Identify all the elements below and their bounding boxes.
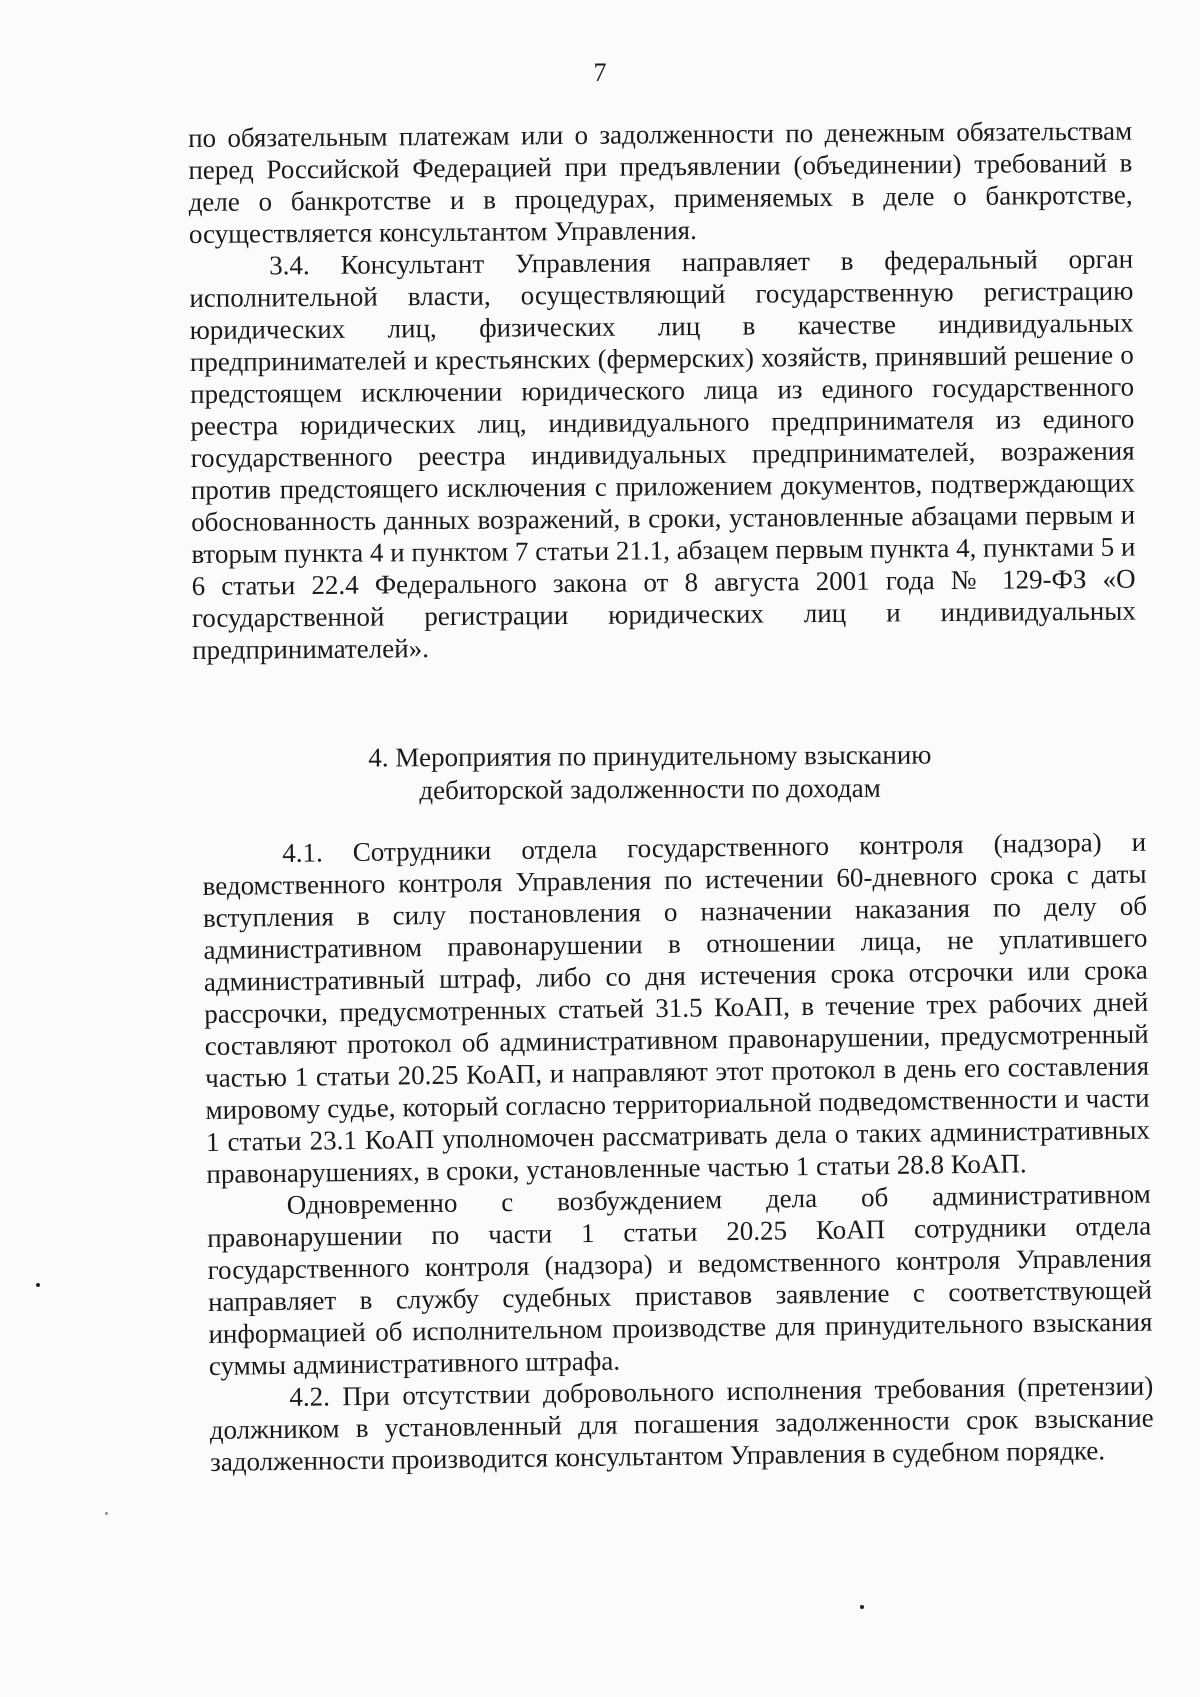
scan-speck <box>860 1605 864 1609</box>
section-4-heading <box>330 738 970 807</box>
scan-speck <box>105 1512 108 1515</box>
page-number: 7 <box>593 58 607 87</box>
paragraph-3-4: 3.4. Консультант Управления направляет в федеральный орган исполнительной власти, осуществляющий государственную регистрацию юридических лиц, физических лиц в качестве индивидуальных предпринимателей и крестьянских (фермерских) хозяйств, принявший решение о предстоящем исключении юридического лица из единого государственного реестра юридических лиц, индивидуального предпринимателя из единого государственного реестра индивидуальных предпринимателей, возражения против предстоящего исключения с приложением документов, подтверждающих обоснованность данных возражений, в сроки, установленные абзацами первым и вторым пункта 4 и пунктом 7 статьи 21.1, абзацем первым пункта 4, пунктами 5 и 6 статьи 22.4 Федерального закона от 8 августа 2001 года № 129-ФЗ «О государственной регистрации юридических лиц и индивидуальных предпринимателей». <box>189 243 1136 665</box>
section-4-text-block <box>202 826 1154 1478</box>
paragraph-4-2: 4.2. При отсутствии добровольного исполнения требования (претензии) должником в установленный для погашения задолженности срок взыскание задолженности производится консультантом Управления в судебном порядке. <box>209 1370 1154 1477</box>
section-4-heading-line-2: дебиторской задолженности по доходам <box>419 772 881 806</box>
top-text-block <box>188 115 1136 666</box>
section-4-heading-line-1: 4. Мероприятия по принудительному взысканию <box>368 739 932 773</box>
paragraph-continuation: по обязательным платежам или о задолженности по денежным обязательствам перед Российской Федерацией при предъявлении (объединении) требований в деле о банкротстве и в процедурах, применяемых в деле о банкротстве, осуществляется консультантом Управления. <box>188 115 1133 249</box>
paragraph-4-1-continuation: Одновременно с возбуждением дела об административном правонарушении по части 1 статьи 20.25 КоАП сотрудники отдела государственного контроля (надзора) и ведомственного контроля Управления направляет в службу судебных приставов заявление с соответствующей информацией об исполнительном производстве для принудительного взыскания суммы административного штрафа. <box>207 1178 1153 1381</box>
paragraph-4-1: 4.1. Сотрудники отдела государственного контроля (надзора) и ведомственного контроля Управления по истечении 60-дневного срока с даты вступления в силу постановления о назначении наказания по делу об административном правонарушении в отношении лица, не уплатившего административный штраф, либо со дня истечения срока отсрочки или срока рассрочки, предусмотренных статьей 31.5 КоАП, в течение трех рабочих дней составляют протокол об административном правонарушении, предусмотренный частью 1 статьи 20.25 КоАП, и направляют этот протокол в день его составления мировому судье, который согласно территориальной подведомственности и части 1 статьи 23.1 КоАП уполномочен рассматривать дела о таких административных правонарушениях, в сроки, установленные частью 1 статьи 28.8 КоАП. <box>202 826 1151 1189</box>
scan-speck <box>36 1283 40 1287</box>
